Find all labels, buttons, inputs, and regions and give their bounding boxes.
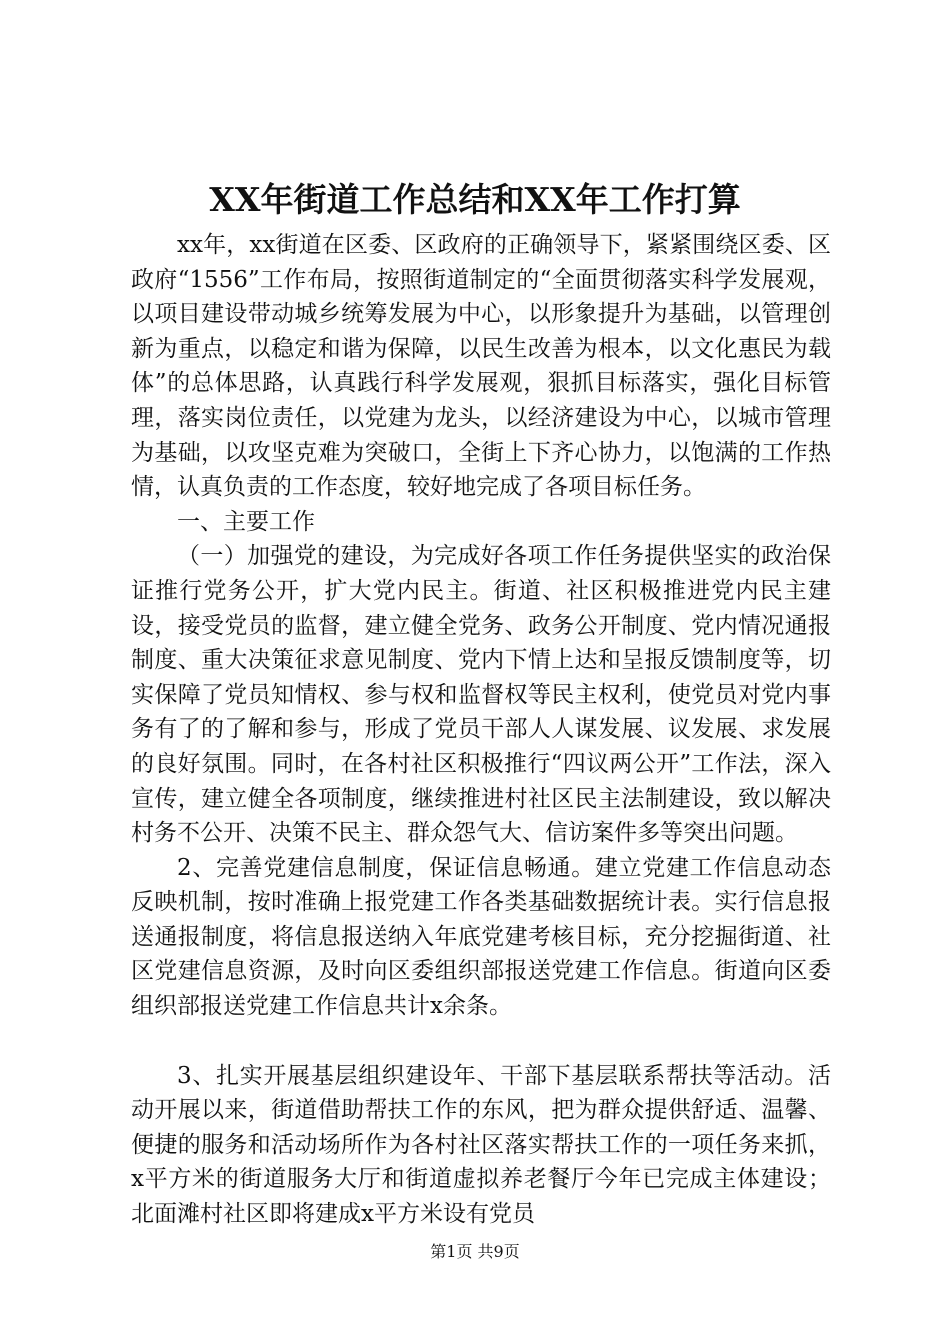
document-body	[131, 228, 831, 1232]
paragraph-grassroots-activities: 3、扎实开展基层组织建设年、干部下基层联系帮扶等活动。活动开展以来，街道借助帮扶工作的东风，把为群众提供舒适、温馨、便捷的服务和活动场所作为各村社区落实帮扶工作的一项任务来抓，x平方米的街道服务大厅和街道虚拟养老餐厅今年已完成主体建设；北面滩村社区即将建成x平方米设有党员	[131, 1062, 831, 1228]
section-heading-main-work: 一、主要工作	[177, 508, 315, 535]
paragraph-intro: xx年，xx街道在区委、区政府的正确领导下，紧紧围绕区委、区政府“1556”工作布局，按照街道制定的“全面贯彻落实科学发展观，以项目建设带动城乡统筹发展为中心，以形象提升为基础，以管理创新为重点，以稳定和谐为保障，以民生改善为根本，以文化惠民为载体”的总体思路，认真践行科学发展观，狠抓目标落实，强化目标管理，落实岗位责任，以党建为龙头，以经济建设为中心，以城市管理为基础，以攻坚克难为突破口，全街上下齐心协力，以饱满的工作热情，认真负责的工作态度，较好地完成了各项目标任务。	[131, 232, 831, 501]
paragraph-party-building: （一）加强党的建设，为完成好各项工作任务提供坚实的政治保证推行党务公开，扩大党内民主。街道、社区积极推进党内民主建设，接受党员的监督，建立健全党务、政务公开制度、党内情况通报制度、重大决策征求意见制度、党内下情上达和呈报反馈制度等，切实保障了党员知情权、参与权和监督权等民主权利，使党员对党内事务有了的了解和参与，形成了党员干部人人谋发展、议发展、求发展的良好氛围。同时，在各村社区积极推行“四议两公开”工作法，深入宣传，建立健全各项制度，继续推进村社区民主法制建设，致以解决村务不公开、决策不民主、群众怨气大、信访案件多等突出问题。	[131, 543, 831, 847]
paragraph-gap	[131, 1024, 831, 1059]
paragraph-party-info-system: 2、完善党建信息制度，保证信息畅通。建立党建工作信息动态反映机制，按时准确上报党建工作各类基础数据统计表。实行信息报送通报制度，将信息报送纳入年底党建考核目标，充分挖掘街道、社区党建信息资源，及时向区委组织部报送党建工作信息。街道向区委组织部报送党建工作信息共计x余条。	[131, 854, 831, 1020]
document-title: XX年街道工作总结和XX年工作打算	[209, 180, 741, 219]
page-number-footer: 第1页 共9页	[430, 1242, 520, 1261]
